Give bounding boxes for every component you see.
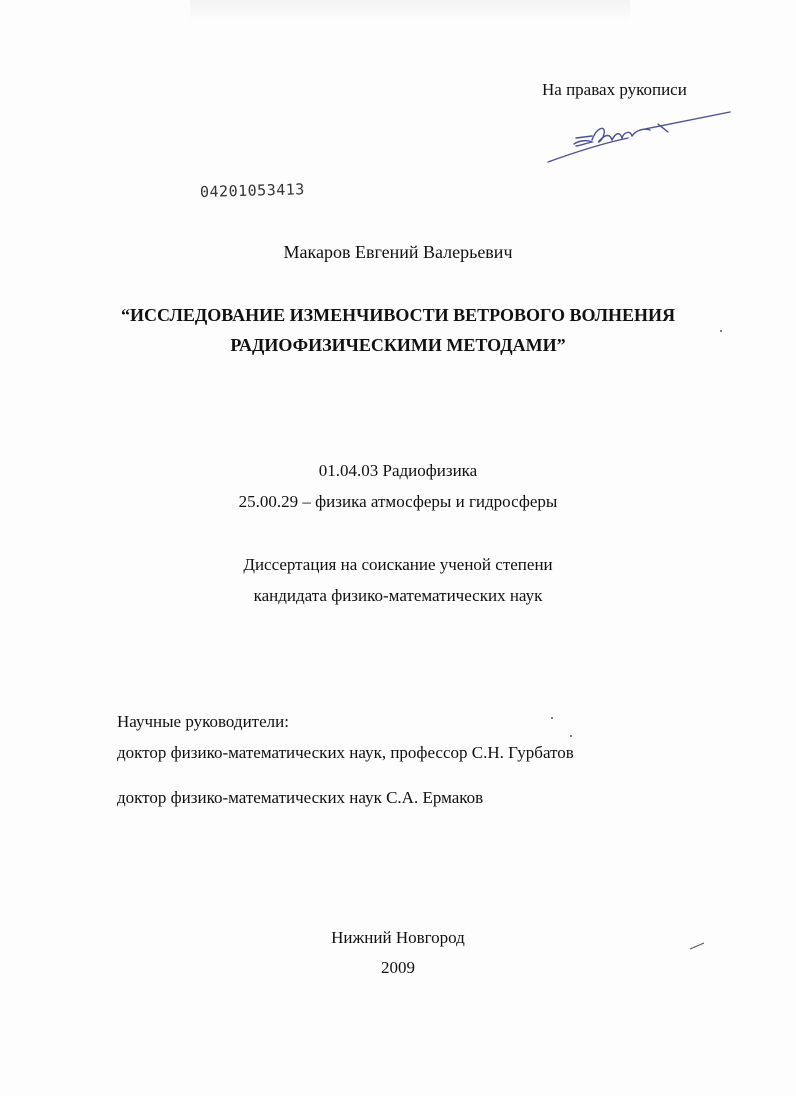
rights-label: На правах рукописи: [542, 80, 687, 99]
specialty-code-1: 01.04.03 Радиофизика: [318, 461, 478, 480]
scan-artifact: [190, 0, 630, 22]
thesis-title-line-2: РАДИОФИЗИЧЕСКИМИ МЕТОДАМИ”: [230, 335, 566, 355]
supervisors-heading: Научные руководители:: [117, 712, 289, 731]
document-number: 04201053413: [199, 180, 306, 201]
scan-mark: [688, 940, 708, 952]
scan-speck: [570, 735, 572, 737]
thesis-title: [0, 300, 796, 360]
thesis-title-line-1: “ИССЛЕДОВАНИЕ ИЗМЕНЧИВОСТИ ВЕТРОВОГО ВОЛНЕНИЯ: [120, 305, 676, 325]
degree-statement-line-1: Диссертация на соискание ученой степени: [243, 555, 553, 574]
specialty-code-2: 25.00.29 – физика атмосферы и гидросферы: [238, 492, 558, 511]
supervisor-item: доктор физико-математических наук, профессор С.Н. Гурбатов: [117, 743, 574, 762]
supervisor-item: доктор физико-математических наук С.А. Ермаков: [117, 788, 484, 807]
scan-speck: [720, 330, 722, 332]
city: Нижний Новгород: [331, 928, 465, 947]
degree-statement-line-2: кандидата физико-математических наук: [253, 586, 543, 605]
scan-speck: [551, 717, 553, 719]
handwritten-signature: [540, 100, 740, 170]
year: 2009: [381, 958, 415, 977]
author-name: Макаров Евгений Валерьевич: [283, 242, 513, 262]
